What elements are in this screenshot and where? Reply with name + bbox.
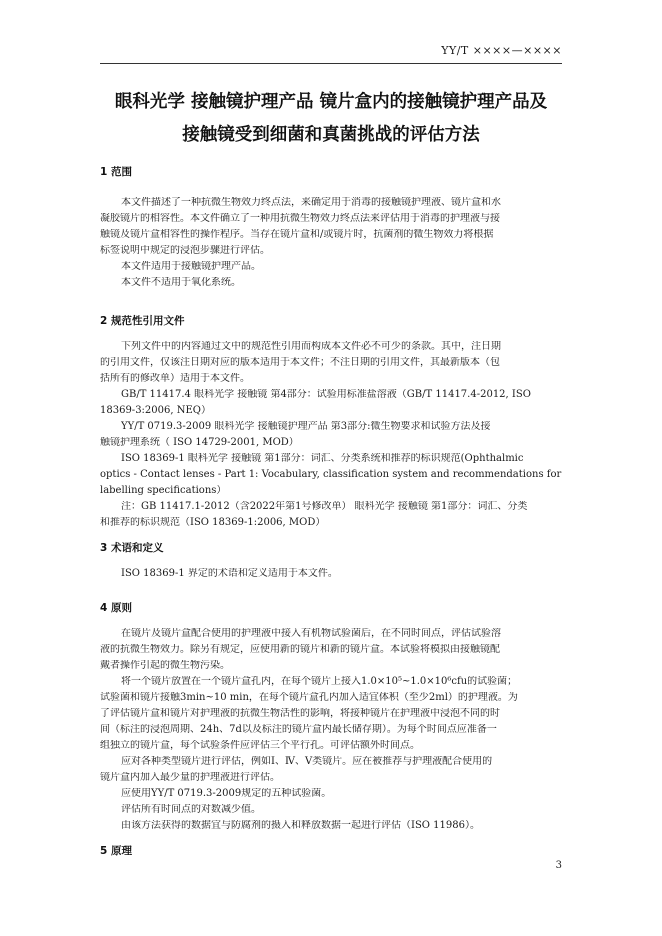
page-number: 3 xyxy=(555,860,562,871)
reference-line: optics - Contact lenses - Part 1: Vocabulary, classification system and recommendations for xyxy=(100,469,562,480)
paragraph-line: 镜片盒内加入最少量的护理液进行评估。 xyxy=(100,772,280,783)
paragraph-line: 了评估镜片盒和镜片对护理液的抗微生物活性的影响，将接种镜片在护理液中浸泡不同的时 xyxy=(100,708,500,719)
note-line: 注：GB 11417.1-2012（含2022年第1号修改单） 眼科光学 接触镜 第1部分：词汇、分类 xyxy=(121,501,528,512)
paragraph-line: 应使用YY/T 0719.3-2009规定的五种试验菌。 xyxy=(121,788,332,799)
document-title-line2: 接触镜受到细菌和真菌挑战的评估方法 xyxy=(182,125,480,145)
reference-line: 触镜护理系统（ ISO 14729-2001, MOD） xyxy=(100,437,299,448)
paragraph-line: 本文件描述了一种抗微生物效力终点法，来确定用于消毒的接触镜护理液、镜片盒和水 xyxy=(121,197,501,208)
document-title-line1: 眼科光学 接触镜护理产品 镜片盒内的接触镜护理产品及 xyxy=(114,92,548,112)
header-rule xyxy=(100,63,562,64)
paragraph-line: 标签说明中规定的浸泡步骤进行评估。 xyxy=(100,245,270,256)
section-heading-rationale: 5 原理 xyxy=(100,845,132,857)
reference-line: YY/T 0719.3-2009 眼科光学 接触镜护理产品 第3部分:微生物要求和试验方法及接 xyxy=(121,421,491,432)
reference-line: labelling specifications） xyxy=(100,485,227,496)
paragraph-line: 本文件不适用于氧化系统。 xyxy=(121,277,241,288)
paragraph-line: 括所有的修改单）适用于本文件。 xyxy=(100,373,250,384)
paragraph-line: 液的抗微生物效力。除另有规定，应使用新的镜片和新的镜片盒。本试验将模拟由接触镜配 xyxy=(100,644,500,655)
paragraph-line: ISO 18369-1 界定的术语和定义适用于本文件。 xyxy=(121,568,338,579)
note-line: 和推荐的标识规范（ISO 18369-1:2006, MOD） xyxy=(100,517,326,528)
paragraph-line: 由该方法获得的数据宜与防腐剂的摄入和释放数据一起进行评估（ISO 11986）。 xyxy=(121,820,480,831)
paragraph-line: 试验菌和镜片接触3min~10 min，在每个镜片盒孔内加入适宜体积（至少2ml）的护理液。为 xyxy=(100,692,518,703)
reference-line: ISO 18369-1 眼科光学 接触镜 第1部分：词汇、分类系统和推荐的标识规范(Ophthalmic xyxy=(121,453,524,464)
section-heading-terms: 3 术语和定义 xyxy=(100,542,164,554)
reference-line: GB/T 11417.4 眼科光学 接触镜 第4部分：试验用标准盐溶液（GB/T 11417.4-2012, ISO xyxy=(121,389,531,400)
paragraph-line: 本文件适用于接触镜护理产品。 xyxy=(121,261,261,272)
paragraph-line: 凝胶镜片的相容性。本文件确立了一种用抗微生物效力终点法来评估用于消毒的护理液与接 xyxy=(100,213,500,224)
section-heading-principle: 4 原则 xyxy=(100,602,132,614)
paragraph-line: 间（标注的浸泡周期、24h、7d以及标注的镜片盒内最长储存期）。为每个时间点应准备一 xyxy=(100,724,497,735)
paragraph-line: 应对各种类型镜片进行评估，例如Ⅰ、Ⅳ、Ⅴ类镜片。应在被推荐与护理液配合使用的 xyxy=(121,756,493,767)
paragraph-line: 触镜及镜片盒相容性的操作程序。当存在镜片盒和/或镜片时，抗菌剂的微生物效力将根据 xyxy=(100,229,494,240)
paragraph-line: 评估所有时间点的对数减少值。 xyxy=(121,804,261,815)
paragraph-line: 的引用文件，仅该注日期对应的版本适用于本文件；不注日期的引用文件，其最新版本（包 xyxy=(100,357,500,368)
paragraph-line: 下列文件中的内容通过文中的规范性引用而构成本文件必不可少的条款。其中，注日期 xyxy=(121,341,501,352)
section-heading-scope: 1 范围 xyxy=(100,166,132,178)
paragraph-line: 组独立的镜片盒，每个试验条件应评估三个平行孔。可评估额外时间点。 xyxy=(100,740,420,751)
section-heading-normative-references: 2 规范性引用文件 xyxy=(100,315,185,327)
standard-code-header: YY/T ××××—×××× xyxy=(441,44,562,57)
reference-line: 18369-3:2006, NEQ） xyxy=(100,405,211,416)
paragraph-line: 在镜片及镜片盒配合使用的护理液中接入有机物试验菌后，在不同时间点，评估试验溶 xyxy=(121,628,501,639)
paragraph-line: 将一个镜片放置在一个镜片盒孔内，在每个镜片上接入1.0×10⁵~1.0×10⁶cfu的试验菌； xyxy=(121,676,518,687)
paragraph-line: 戴者操作引起的微生物污染。 xyxy=(100,660,230,671)
